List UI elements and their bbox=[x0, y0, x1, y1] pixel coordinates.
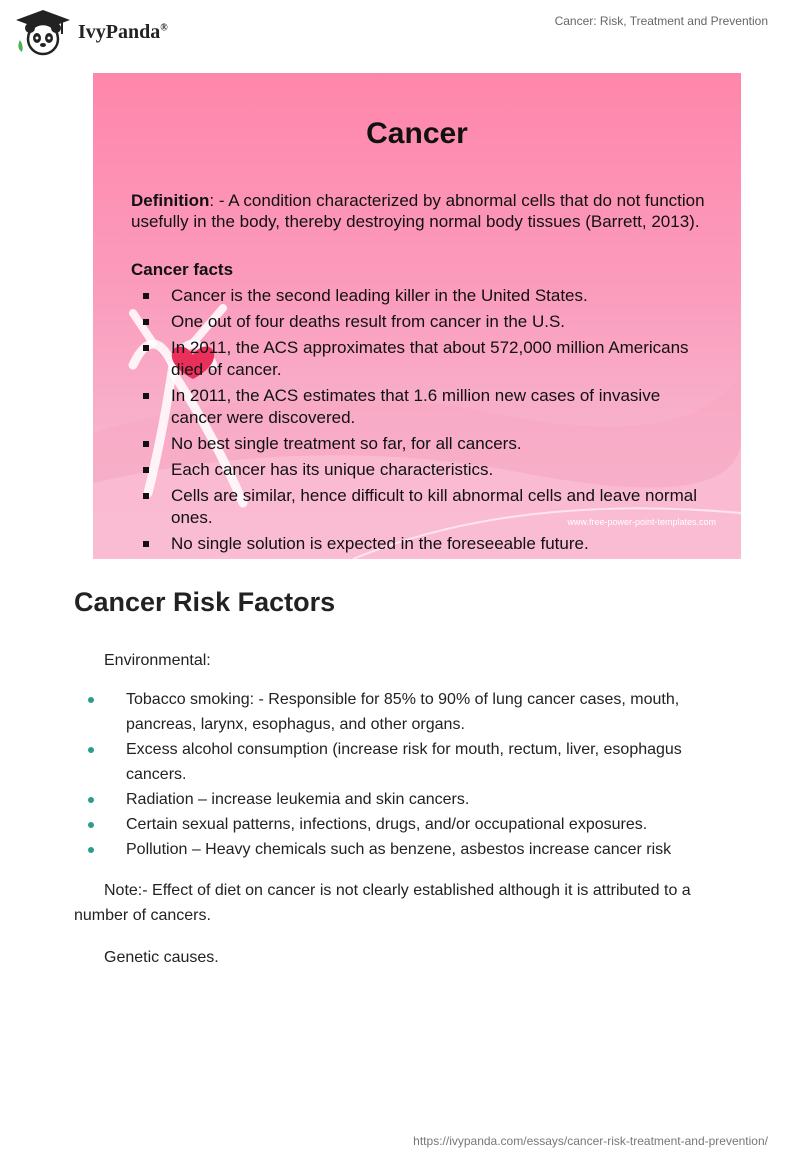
bullet-dot-icon bbox=[88, 822, 94, 828]
definition-label: Definition bbox=[131, 191, 210, 210]
list-item: Pollution – Heavy chemicals such as benzene, asbestos increase cancer risk bbox=[88, 837, 728, 862]
bullet-dot-icon bbox=[88, 797, 94, 803]
square-bullet-icon bbox=[143, 467, 149, 473]
square-bullet-icon bbox=[143, 319, 149, 325]
bullet-dot-icon bbox=[88, 747, 94, 753]
bullet-dot-icon bbox=[88, 697, 94, 703]
slide-fact-item: Each cancer has its unique characteristics. bbox=[141, 459, 701, 481]
note-paragraph: Note:- Effect of diet on cancer is not clearly established although it is attributed to a number of cancers. bbox=[74, 882, 691, 924]
source-url-link[interactable]: https://ivypanda.com/essays/cancer-risk-treatment-and-prevention/ bbox=[413, 1134, 768, 1148]
bullet-dot-icon bbox=[88, 847, 94, 853]
slide-fact-item: No best single treatment so far, for all cancers. bbox=[141, 433, 701, 455]
list-item: Tobacco smoking: - Responsible for 85% to 90% of lung cancer cases, mouth, pancreas, larynx, esophagus, and other organs. bbox=[88, 687, 728, 737]
slide-fact-item: No single solution is expected in the foreseeable future. bbox=[141, 533, 701, 555]
genetic-causes-paragraph: Genetic causes. bbox=[104, 949, 219, 966]
slide-title: Cancer bbox=[366, 117, 468, 150]
logo[interactable] bbox=[14, 8, 168, 56]
page-header bbox=[0, 0, 800, 60]
square-bullet-icon bbox=[143, 441, 149, 447]
square-bullet-icon bbox=[143, 293, 149, 299]
risk-factors-list bbox=[88, 687, 728, 862]
slide-facts-heading: Cancer facts bbox=[131, 260, 234, 279]
list-item: Excess alcohol consumption (increase risk for mouth, rectum, liver, esophagus cancers. bbox=[88, 737, 728, 787]
list-item: Radiation – increase leukemia and skin cancers. bbox=[88, 787, 728, 812]
square-bullet-icon bbox=[143, 541, 149, 547]
slide-credit: www.free-power-point-templates.com bbox=[567, 517, 716, 527]
document-title: Cancer: Risk, Treatment and Prevention bbox=[554, 14, 768, 28]
environmental-label: Environmental: bbox=[104, 652, 211, 669]
list-item: Certain sexual patterns, infections, drugs, and/or occupational exposures. bbox=[88, 812, 728, 837]
definition-text: : - A condition characterized by abnormal cells that do not function usefully in the body, thereby destroying normal body tissues (Barrett, 2013). bbox=[131, 191, 705, 231]
slide-fact-item: In 2011, the ACS estimates that 1.6 million new cases of invasive cancer were discovered. bbox=[141, 385, 701, 429]
section-title: Cancer Risk Factors bbox=[74, 587, 336, 617]
square-bullet-icon bbox=[143, 493, 149, 499]
logo-text: IvyPanda® bbox=[78, 20, 168, 43]
slide-fact-item: In 2011, the ACS approximates that about 572,000 million Americans died of cancer. bbox=[141, 337, 701, 381]
cancer-slide-image bbox=[93, 73, 741, 559]
slide-fact-item: One out of four deaths result from cancer in the U.S. bbox=[141, 311, 701, 333]
panda-graduation-icon bbox=[14, 8, 72, 56]
slide-fact-item: Cancer is the second leading killer in the United States. bbox=[141, 285, 701, 307]
square-bullet-icon bbox=[143, 393, 149, 399]
slide-fact-item: Cells are similar, hence difficult to kill abnormal cells and leave normal ones. bbox=[141, 485, 701, 529]
slide-definition bbox=[131, 190, 711, 232]
square-bullet-icon bbox=[143, 345, 149, 351]
